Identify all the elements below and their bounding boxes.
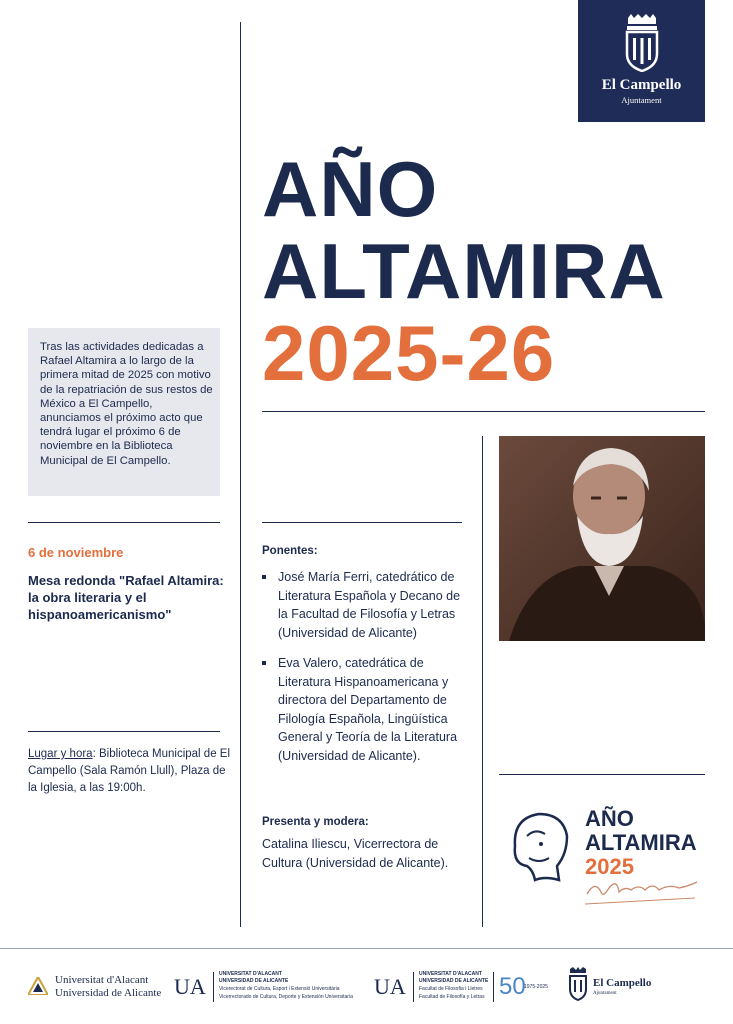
- place-text: : Biblioteca Municipal de El Campello (Sala Ramón Llull), Plaza de la Iglesia, a las 19:00h.: [28, 748, 231, 794]
- ua1-line2: Universidad de Alicante: [55, 987, 162, 999]
- ua3-line3: Facultat de Filosofia i Lletres: [419, 986, 483, 992]
- ua2-line1: UNIVERSITAT D'ALACANT: [219, 971, 282, 977]
- ua-triangle-icon: [28, 977, 48, 995]
- title-line-3: 2025-26: [262, 309, 556, 397]
- signature-icon: [583, 874, 701, 910]
- event-title: Mesa redonda "Rafael Altamira: la obra literaria y el hispanoamericanismo": [28, 573, 224, 622]
- ua1-line1: Universitat d'Alacant: [55, 974, 149, 986]
- anniv-divider: [493, 972, 494, 1002]
- speakers-heading: Ponentes:: [262, 545, 318, 557]
- left-rule-1: [28, 522, 220, 523]
- title-line-2: ALTAMIRA: [262, 227, 666, 315]
- year-logo-line1: AÑO: [585, 806, 634, 831]
- ua3-divider: [413, 972, 414, 1002]
- castle-crest-icon: [623, 14, 661, 72]
- anniv-number: 50: [499, 973, 526, 1000]
- logo-name: El Campello: [601, 77, 682, 93]
- ua2-line2: UNIVERSIDAD DE ALICANTE: [219, 978, 289, 984]
- footer-campello-name: El Campello: [593, 977, 652, 989]
- ua2-line4: Vicerrectorado de Cultura, Deporte y Extensión Universitaria: [219, 994, 353, 1000]
- footer: [0, 950, 733, 1024]
- year-logo-line3: 2025: [585, 854, 634, 879]
- title-underline: [262, 411, 705, 412]
- altamira-profile-icon: [505, 806, 575, 886]
- ua3-mark: UA: [374, 974, 406, 999]
- speaker-item: José María Ferri, catedrático de Literatura Española y Decano de la Facultad de Filosofía y Letras (Universidad de Alicante): [262, 568, 472, 642]
- ua3-line4: Facultad de Filosofía y Letras: [419, 994, 485, 1000]
- event-place: [28, 746, 234, 797]
- left-rule-2: [28, 731, 220, 732]
- ua2-mark: UA: [174, 974, 206, 999]
- anniv-years: 1975-2025: [524, 984, 548, 990]
- intro-box: [28, 328, 220, 496]
- mid-rule-1: [262, 522, 462, 523]
- place-label: Lugar y hora: [28, 748, 93, 760]
- event-date: 6 de noviembre: [28, 545, 124, 560]
- speakers-list: [262, 568, 472, 777]
- moderator-text: Catalina Iliescu, Vicerrectora de Cultura (Universidad de Alicante).: [262, 837, 449, 870]
- ua2-divider: [213, 972, 214, 1002]
- ua2-line3: Vicerectorat de Cultura, Esport i Extensió Universitària: [219, 986, 340, 992]
- campello-logo-box: [578, 0, 705, 122]
- vertical-rule-right: [482, 436, 483, 927]
- footer-rule: [0, 948, 733, 949]
- year-logo-line2: ALTAMIRA: [585, 830, 697, 855]
- intro-text: Tras las actividades dedicadas a Rafael Altamira a lo largo de la primera mitad de 2025 con motivo de la repatriación de sus restos de México a El Campello, anunciamos el próximo acto que tendrá lugar el próximo 6 de noviembre en la Biblioteca Municipal de El Campello.: [40, 341, 213, 467]
- vertical-rule-left: [240, 22, 241, 927]
- right-rule-1: [499, 774, 705, 775]
- portrait-photo: [499, 436, 705, 641]
- campello-crest-icon: [568, 967, 588, 1001]
- logo-sub: Ajuntament: [621, 95, 662, 105]
- footer-campello-sub: Ajuntament: [593, 991, 617, 996]
- moderator-heading: Presenta y modera:: [262, 816, 369, 828]
- title-line-1: AÑO: [262, 145, 439, 233]
- ua3-line1: UNIVERSITAT D'ALACANT: [419, 971, 482, 977]
- ua3-line2: UNIVERSIDAD DE ALICANTE: [419, 978, 489, 984]
- speaker-item: Eva Valero, catedrática de Literatura Hispanoamericana y directora del Departamento de Filología Española, Lingüística General y Teoría de la Literatura (Universidad de Alicante).: [262, 654, 472, 765]
